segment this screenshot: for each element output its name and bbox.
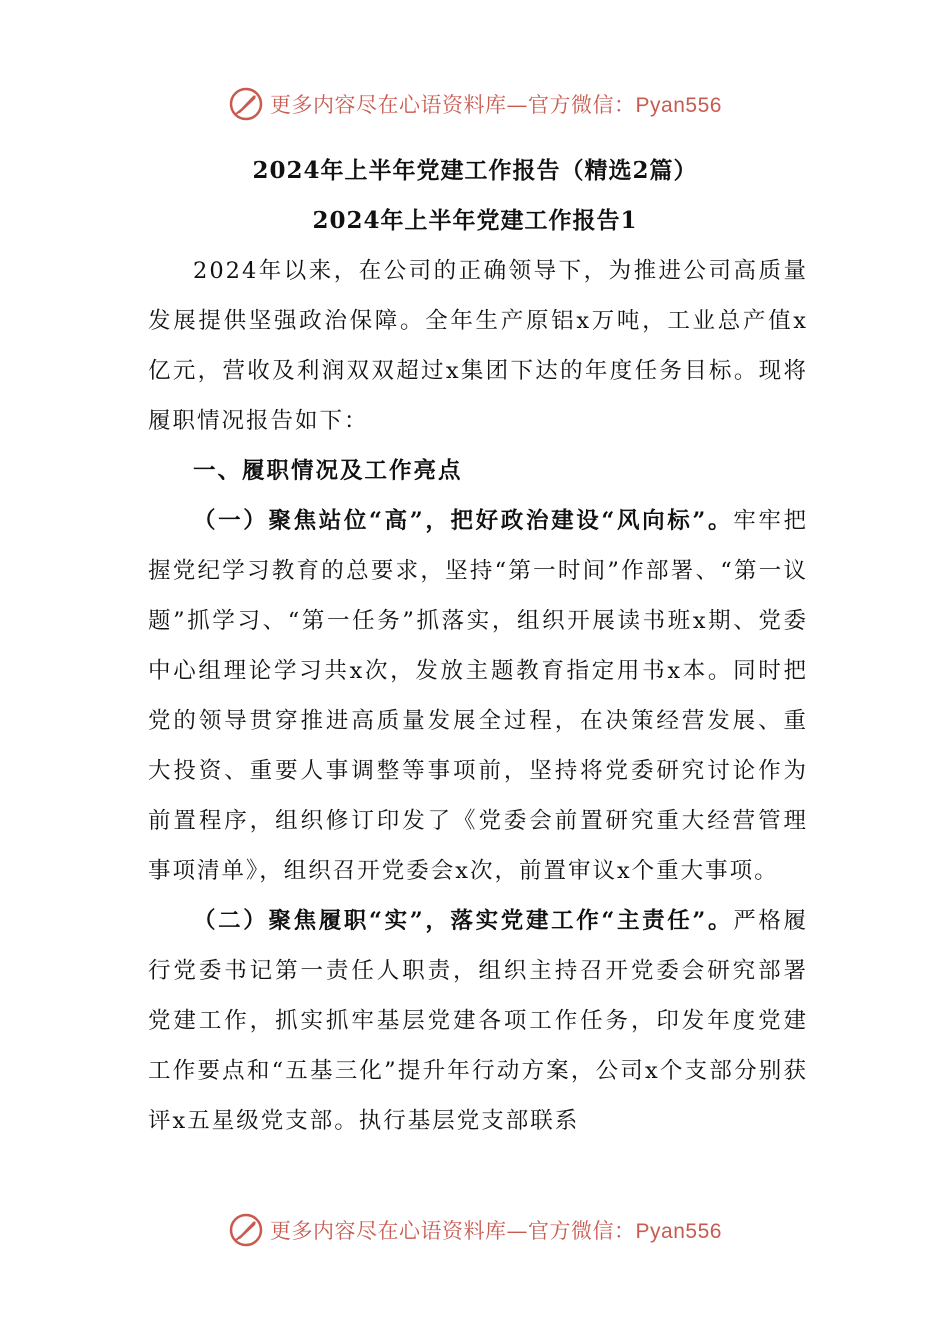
watermark-text: 更多内容尽在心语资料库—官方微信：Pyan556 [270, 93, 722, 117]
item-heading: （二）聚焦履职“实”，落实党建工作“主责任”。 [193, 908, 734, 934]
item-body: 严格履行党委书记第一责任人职责，组织主持召开党委会研究部署党建工作，抓实抓牢基层党建各项工作任务，印发年度党建工作要点和“五基三化”提升年行动方案，公司x个支部分别获评x五星级党支部。执行基层党支部联系 [148, 908, 808, 1134]
section-heading: 一、履职情况及工作亮点 [193, 458, 463, 484]
document-subtitle: 2024年上半年党建工作报告1 [312, 207, 638, 234]
item-body: 牢牢把握党纪学习教育的总要求，坚持“第一时间”作部署、“第一议题”抓学习、“第一任务”抓落实，组织开展读书班x期、党委中心组理论学习共x次，发放主题教育指定用书x本。同时把党的领导贯穿推进高质量发展全过程，在决策经营发展、重大投资、重要人事调整等事项前，坚持将党委研究讨论作为前置程序，组织修订印发了《党委会前置研究重大经营管理事项清单》，组织召开党委会x次，前置审议x个重大事项。 [148, 508, 808, 884]
item-paragraph [148, 496, 808, 896]
item-heading: （一）聚焦站位“高”，把好政治建设“风向标”。 [193, 508, 734, 534]
item-paragraph [148, 896, 808, 1146]
watermark-text: 更多内容尽在心语资料库—官方微信：Pyan556 [270, 1219, 722, 1243]
watermark-banner-bottom [0, 1208, 950, 1252]
quill-logo-icon [228, 1212, 264, 1248]
intro-paragraph: 2024年以来，在公司的正确领导下，为推进公司高质量发展提供坚强政治保障。全年生产原铝x万吨，工业总产值x亿元，营收及利润双双超过x集团下达的年度任务目标。现将履职情况报告如下： [148, 258, 808, 434]
document-title: 2024年上半年党建工作报告（精选2篇） [252, 157, 698, 184]
document-body [148, 246, 808, 1146]
quill-logo-icon [228, 86, 264, 122]
watermark-banner-top [0, 82, 950, 126]
